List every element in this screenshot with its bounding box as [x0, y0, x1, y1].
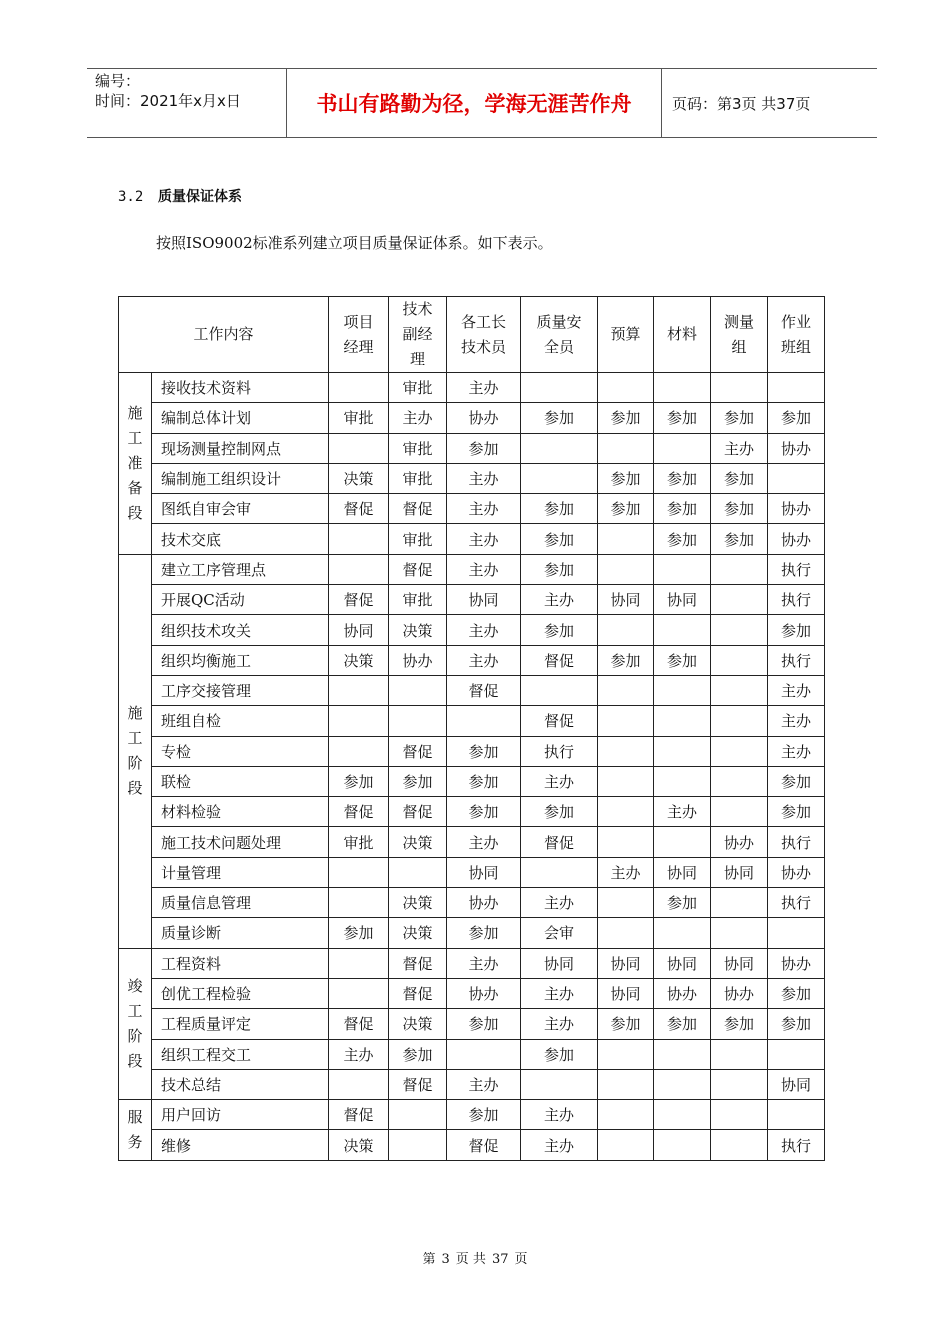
role-cell — [598, 706, 654, 736]
role-cell: 协同 — [654, 857, 711, 887]
task-name: 质量诊断 — [152, 918, 329, 948]
table-row — [119, 403, 825, 433]
table-row — [119, 1039, 825, 1069]
role-cell: 主办 — [521, 766, 598, 796]
role-cell: 主办 — [768, 736, 825, 766]
role-cell — [711, 585, 768, 615]
role-cell: 决策 — [329, 1130, 389, 1160]
table-row — [119, 797, 825, 827]
role-cell: 执行 — [768, 888, 825, 918]
role-cell — [598, 827, 654, 857]
role-cell — [711, 1100, 768, 1130]
role-cell: 参加 — [521, 615, 598, 645]
role-cell: 执行 — [768, 585, 825, 615]
role-cell: 决策 — [389, 827, 447, 857]
role-cell: 督促 — [389, 948, 447, 978]
role-cell: 决策 — [389, 918, 447, 948]
role-cell — [329, 433, 389, 463]
role-cell: 协办 — [711, 978, 768, 1008]
role-cell: 参加 — [447, 918, 521, 948]
role-cell: 参加 — [329, 766, 389, 796]
phase-label: 竣 工 阶 段 — [119, 948, 152, 1099]
table-row — [119, 978, 825, 1008]
role-cell — [598, 1069, 654, 1099]
column-header: 测量 组 — [711, 297, 768, 373]
column-header: 工作内容 — [119, 297, 329, 373]
role-cell: 审批 — [329, 403, 389, 433]
table-row — [119, 524, 825, 554]
role-cell — [654, 918, 711, 948]
role-cell: 参加 — [768, 766, 825, 796]
role-cell — [654, 706, 711, 736]
column-header: 项目 经理 — [329, 297, 389, 373]
role-cell — [598, 524, 654, 554]
table-header-row — [119, 297, 825, 373]
role-cell: 参加 — [711, 463, 768, 493]
role-cell — [329, 888, 389, 918]
task-name: 编制施工组织设计 — [152, 463, 329, 493]
role-cell — [711, 645, 768, 675]
role-cell: 参加 — [711, 1009, 768, 1039]
footer-mid: 页 共 — [455, 1252, 486, 1267]
role-cell: 协办 — [768, 524, 825, 554]
role-cell — [768, 918, 825, 948]
role-cell — [598, 736, 654, 766]
role-cell: 督促 — [389, 978, 447, 1008]
role-cell: 执行 — [521, 736, 598, 766]
role-cell: 主办 — [598, 857, 654, 887]
header-page-info: 页码：第3页 共37页 — [672, 94, 811, 113]
task-name: 图纸自审会审 — [152, 494, 329, 524]
role-cell — [654, 554, 711, 584]
table-row — [119, 736, 825, 766]
role-cell: 主办 — [768, 706, 825, 736]
role-cell — [389, 1130, 447, 1160]
column-header: 技术 副经 理 — [389, 297, 447, 373]
role-cell: 参加 — [768, 1009, 825, 1039]
role-cell — [711, 675, 768, 705]
role-cell: 协同 — [711, 948, 768, 978]
role-cell: 协办 — [447, 403, 521, 433]
column-header: 质量安 全员 — [521, 297, 598, 373]
intro-paragraph: 按照ISO9002标准系列建立项目质量保证体系。如下表示。 — [156, 234, 553, 252]
table-row — [119, 373, 825, 403]
role-cell: 参加 — [598, 494, 654, 524]
role-cell: 主办 — [521, 1100, 598, 1130]
table-row — [119, 706, 825, 736]
role-cell — [521, 373, 598, 403]
role-cell — [654, 373, 711, 403]
task-name: 维修 — [152, 1130, 329, 1160]
role-cell — [521, 433, 598, 463]
table-row — [119, 494, 825, 524]
role-cell — [711, 888, 768, 918]
section-title: 质量保证体系 — [158, 189, 242, 205]
section-number: 3.2 — [118, 189, 144, 205]
role-cell: 会审 — [521, 918, 598, 948]
task-name: 施工技术问题处理 — [152, 827, 329, 857]
role-cell — [711, 797, 768, 827]
role-cell — [654, 1069, 711, 1099]
task-name: 联检 — [152, 766, 329, 796]
role-cell: 主办 — [447, 494, 521, 524]
role-cell: 参加 — [768, 403, 825, 433]
role-cell — [711, 615, 768, 645]
task-name: 创优工程检验 — [152, 978, 329, 1008]
page-header — [87, 68, 877, 138]
role-cell: 参加 — [768, 978, 825, 1008]
role-cell: 主办 — [447, 1069, 521, 1099]
role-cell: 参加 — [521, 1039, 598, 1069]
role-cell: 参加 — [711, 403, 768, 433]
role-cell: 主办 — [447, 948, 521, 978]
role-cell: 协同 — [329, 615, 389, 645]
role-cell: 主办 — [389, 403, 447, 433]
role-cell — [654, 766, 711, 796]
role-cell: 参加 — [521, 797, 598, 827]
role-cell: 督促 — [447, 675, 521, 705]
role-cell — [711, 918, 768, 948]
footer-prefix: 第 — [422, 1252, 436, 1267]
task-name: 工程质量评定 — [152, 1009, 329, 1039]
role-cell: 参加 — [389, 766, 447, 796]
role-cell — [598, 1039, 654, 1069]
role-cell: 参加 — [447, 797, 521, 827]
role-cell — [711, 373, 768, 403]
table-row — [119, 615, 825, 645]
role-cell: 协同 — [598, 948, 654, 978]
role-cell: 主办 — [447, 615, 521, 645]
role-cell — [768, 1100, 825, 1130]
role-cell: 主办 — [521, 585, 598, 615]
table-row — [119, 888, 825, 918]
role-cell: 决策 — [389, 615, 447, 645]
column-header: 材料 — [654, 297, 711, 373]
role-cell: 审批 — [329, 827, 389, 857]
role-cell: 审批 — [389, 463, 447, 493]
role-cell: 参加 — [654, 403, 711, 433]
role-cell — [329, 736, 389, 766]
role-cell — [598, 918, 654, 948]
column-header: 作业 班组 — [768, 297, 825, 373]
table-row — [119, 827, 825, 857]
role-cell: 参加 — [598, 1009, 654, 1039]
role-cell — [598, 1100, 654, 1130]
role-cell: 参加 — [711, 524, 768, 554]
table-row — [119, 857, 825, 887]
table-row — [119, 766, 825, 796]
task-name: 工序交接管理 — [152, 675, 329, 705]
role-cell: 督促 — [521, 645, 598, 675]
role-cell: 参加 — [654, 494, 711, 524]
task-name: 现场测量控制网点 — [152, 433, 329, 463]
task-name: 材料检验 — [152, 797, 329, 827]
column-header: 预算 — [598, 297, 654, 373]
role-cell: 决策 — [329, 645, 389, 675]
role-cell: 协办 — [389, 645, 447, 675]
role-cell — [598, 797, 654, 827]
role-cell: 参加 — [598, 645, 654, 675]
role-cell: 督促 — [329, 585, 389, 615]
column-header: 各工长 技术员 — [447, 297, 521, 373]
role-cell — [389, 675, 447, 705]
role-cell: 审批 — [389, 433, 447, 463]
role-cell: 督促 — [329, 1009, 389, 1039]
task-name: 技术总结 — [152, 1069, 329, 1099]
role-cell: 主办 — [768, 675, 825, 705]
role-cell: 主办 — [329, 1039, 389, 1069]
task-name: 计量管理 — [152, 857, 329, 887]
role-cell — [654, 615, 711, 645]
role-cell — [598, 1130, 654, 1160]
table-row — [119, 1130, 825, 1160]
role-cell — [711, 554, 768, 584]
role-cell — [654, 736, 711, 766]
role-cell: 参加 — [447, 1009, 521, 1039]
role-cell: 督促 — [389, 1069, 447, 1099]
role-cell: 参加 — [447, 736, 521, 766]
role-cell: 审批 — [389, 373, 447, 403]
role-cell: 主办 — [447, 463, 521, 493]
role-cell — [329, 706, 389, 736]
table-row — [119, 1069, 825, 1099]
task-name: 组织技术攻关 — [152, 615, 329, 645]
role-cell: 督促 — [329, 797, 389, 827]
role-cell — [711, 766, 768, 796]
role-cell: 协同 — [768, 1069, 825, 1099]
role-cell: 协同 — [598, 585, 654, 615]
role-cell — [654, 1100, 711, 1130]
role-cell: 督促 — [389, 554, 447, 584]
role-cell — [329, 675, 389, 705]
role-cell: 主办 — [447, 827, 521, 857]
role-cell: 协办 — [654, 978, 711, 1008]
role-cell: 参加 — [654, 1009, 711, 1039]
role-cell — [329, 524, 389, 554]
role-cell: 主办 — [711, 433, 768, 463]
role-cell — [329, 554, 389, 584]
footer-suffix: 页 — [514, 1252, 528, 1267]
role-cell: 参加 — [521, 524, 598, 554]
role-cell: 协同 — [598, 978, 654, 1008]
role-cell: 督促 — [329, 1100, 389, 1130]
role-cell — [447, 1039, 521, 1069]
role-cell — [598, 615, 654, 645]
role-cell — [598, 433, 654, 463]
role-cell — [768, 1039, 825, 1069]
role-cell: 主办 — [447, 373, 521, 403]
quality-responsibility-table — [118, 296, 825, 1161]
role-cell: 协同 — [521, 948, 598, 978]
table-row — [119, 645, 825, 675]
role-cell — [711, 706, 768, 736]
task-name: 用户回访 — [152, 1100, 329, 1130]
role-cell: 主办 — [447, 554, 521, 584]
role-cell: 督促 — [389, 494, 447, 524]
footer-page: 3 — [441, 1252, 450, 1267]
role-cell: 执行 — [768, 554, 825, 584]
role-cell — [329, 978, 389, 1008]
time-label: 时间：2021年x月x日 — [95, 92, 241, 110]
role-cell: 协同 — [654, 948, 711, 978]
role-cell: 参加 — [654, 888, 711, 918]
role-cell: 督促 — [389, 797, 447, 827]
role-cell — [389, 1100, 447, 1130]
task-name: 质量信息管理 — [152, 888, 329, 918]
role-cell: 参加 — [654, 463, 711, 493]
role-cell: 决策 — [389, 1009, 447, 1039]
role-cell — [447, 706, 521, 736]
role-cell: 参加 — [654, 645, 711, 675]
role-cell: 主办 — [654, 797, 711, 827]
header-motto: 书山有路勤为径，学海无涯苦作舟 — [287, 69, 662, 137]
table-row — [119, 918, 825, 948]
task-name: 建立工序管理点 — [152, 554, 329, 584]
role-cell — [329, 948, 389, 978]
table-row — [119, 675, 825, 705]
table-row — [119, 433, 825, 463]
role-cell — [654, 1039, 711, 1069]
role-cell: 参加 — [598, 463, 654, 493]
role-cell — [521, 857, 598, 887]
task-name: 专检 — [152, 736, 329, 766]
role-cell — [598, 888, 654, 918]
table-row — [119, 1009, 825, 1039]
role-cell: 督促 — [447, 1130, 521, 1160]
role-cell: 协办 — [447, 888, 521, 918]
role-cell: 协办 — [768, 948, 825, 978]
phase-label: 服 务 — [119, 1100, 152, 1161]
role-cell: 协办 — [768, 857, 825, 887]
task-name: 接收技术资料 — [152, 373, 329, 403]
role-cell: 参加 — [598, 403, 654, 433]
role-cell: 协同 — [447, 585, 521, 615]
role-cell: 协办 — [711, 827, 768, 857]
section-heading — [118, 186, 242, 206]
footer-total: 37 — [491, 1252, 509, 1267]
table-row — [119, 463, 825, 493]
role-cell: 主办 — [521, 1130, 598, 1160]
task-name: 工程资料 — [152, 948, 329, 978]
role-cell — [389, 857, 447, 887]
role-cell — [711, 736, 768, 766]
role-cell: 参加 — [447, 1100, 521, 1130]
role-cell: 主办 — [447, 524, 521, 554]
role-cell: 审批 — [389, 585, 447, 615]
role-cell: 审批 — [389, 524, 447, 554]
role-cell: 执行 — [768, 645, 825, 675]
role-cell — [768, 373, 825, 403]
role-cell: 决策 — [389, 888, 447, 918]
role-cell — [329, 857, 389, 887]
page-footer — [0, 1248, 950, 1267]
task-name: 技术交底 — [152, 524, 329, 554]
table-row — [119, 585, 825, 615]
role-cell: 参加 — [711, 494, 768, 524]
role-cell: 参加 — [447, 433, 521, 463]
role-cell — [521, 463, 598, 493]
role-cell: 督促 — [521, 827, 598, 857]
role-cell: 参加 — [521, 403, 598, 433]
role-cell: 协办 — [768, 433, 825, 463]
role-cell: 参加 — [654, 524, 711, 554]
role-cell — [711, 1069, 768, 1099]
phase-label: 施 工 准 备 段 — [119, 373, 152, 555]
role-cell: 参加 — [521, 494, 598, 524]
role-cell: 参加 — [389, 1039, 447, 1069]
role-cell — [654, 827, 711, 857]
header-meta — [87, 69, 287, 137]
role-cell: 执行 — [768, 827, 825, 857]
task-name: 组织工程交工 — [152, 1039, 329, 1069]
role-cell — [654, 433, 711, 463]
role-cell: 协同 — [654, 585, 711, 615]
role-cell: 参加 — [521, 554, 598, 584]
role-cell — [329, 1069, 389, 1099]
role-cell: 决策 — [329, 463, 389, 493]
role-cell — [598, 373, 654, 403]
role-cell — [521, 675, 598, 705]
role-cell: 执行 — [768, 1130, 825, 1160]
role-cell: 主办 — [447, 645, 521, 675]
role-cell: 主办 — [521, 978, 598, 1008]
role-cell: 协办 — [447, 978, 521, 1008]
role-cell — [598, 675, 654, 705]
role-cell: 督促 — [389, 736, 447, 766]
role-cell — [329, 373, 389, 403]
role-cell: 协办 — [768, 494, 825, 524]
table-row — [119, 948, 825, 978]
role-cell: 参加 — [447, 766, 521, 796]
role-cell — [389, 706, 447, 736]
table-row — [119, 1100, 825, 1130]
role-cell — [654, 1130, 711, 1160]
role-cell — [768, 463, 825, 493]
role-cell: 督促 — [329, 494, 389, 524]
role-cell: 参加 — [768, 797, 825, 827]
role-cell — [711, 1130, 768, 1160]
role-cell — [521, 1069, 598, 1099]
role-cell: 督促 — [521, 706, 598, 736]
task-name: 编制总体计划 — [152, 403, 329, 433]
role-cell: 协同 — [711, 857, 768, 887]
task-name: 开展QC活动 — [152, 585, 329, 615]
role-cell — [654, 675, 711, 705]
table-row — [119, 554, 825, 584]
role-cell: 参加 — [329, 918, 389, 948]
task-name: 班组自检 — [152, 706, 329, 736]
role-cell — [598, 766, 654, 796]
role-cell — [598, 554, 654, 584]
role-cell: 参加 — [768, 615, 825, 645]
phase-label: 施 工 阶 段 — [119, 554, 152, 948]
task-name: 组织均衡施工 — [152, 645, 329, 675]
role-cell: 主办 — [521, 888, 598, 918]
role-cell: 协同 — [447, 857, 521, 887]
role-cell: 主办 — [521, 1009, 598, 1039]
number-label: 编号： — [95, 72, 141, 90]
role-cell — [711, 1039, 768, 1069]
